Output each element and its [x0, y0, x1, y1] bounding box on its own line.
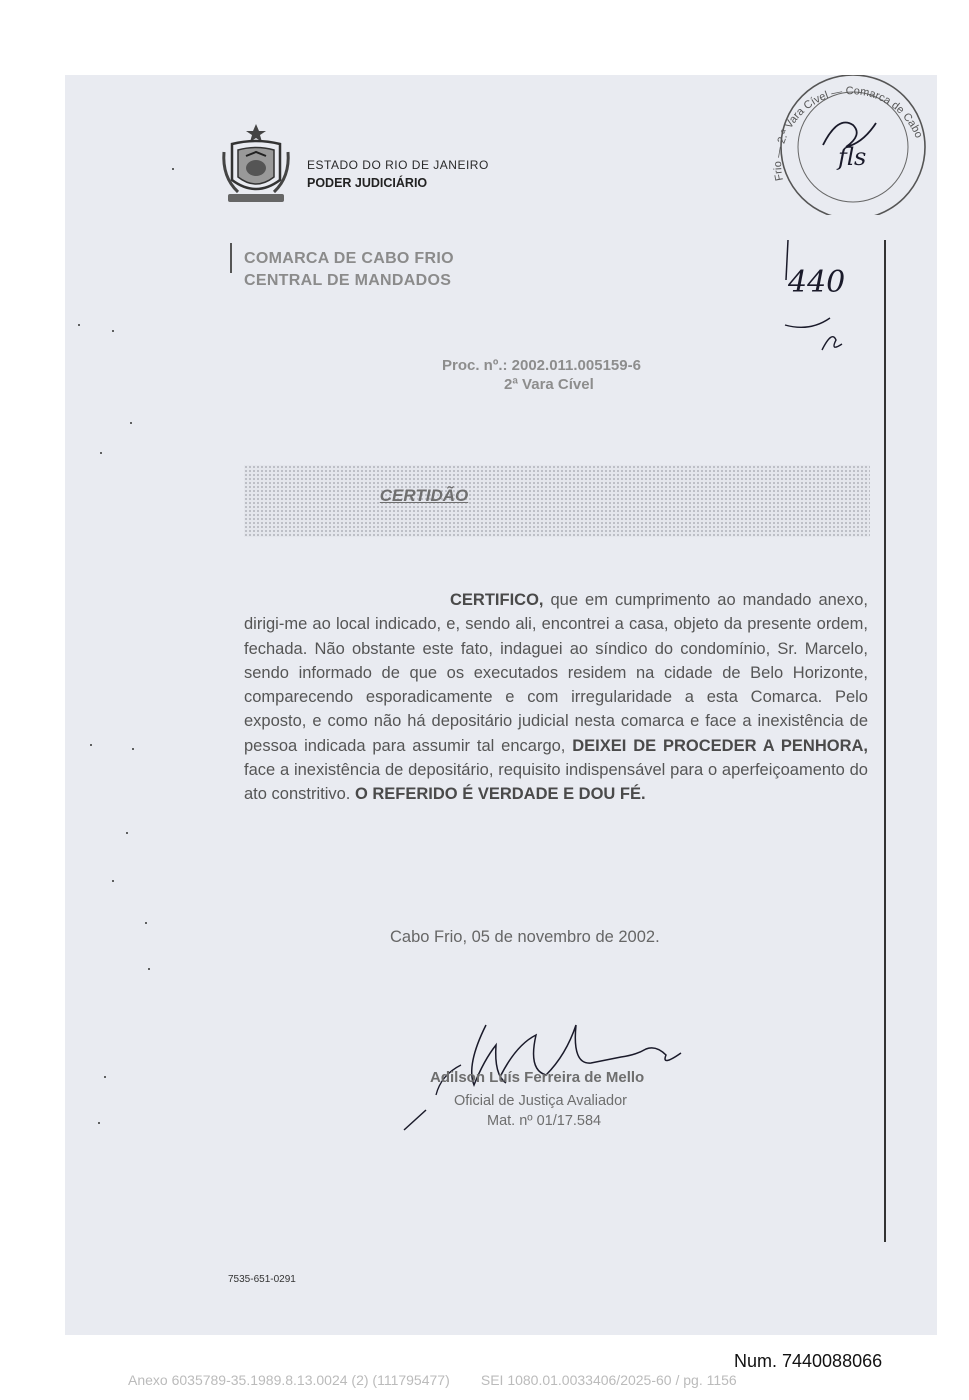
- speck: [104, 1076, 106, 1078]
- certify-word: CERTIFICO,: [450, 591, 544, 609]
- border-line: [230, 243, 232, 273]
- body-text-part: que em cumprimento ao mandado anexo, dirigi-me ao local indicado, e, sendo ali, encontrei a casa, objeto da presente ordem, fechada. Não obstante este fato, indaguei ao síndico do condomínio, Sr. Marcelo, sendo informado de que os executados residem na cidade de Belo Horizonte, comparecendo esporadicamente e com irregularidade a esta Comarca. Pelo exposto, e como não há depositário judicial nesta comarca e face a inexistência de pessoa indicada para assumir tal encargo,: [244, 591, 868, 755]
- speck: [112, 330, 114, 332]
- speck: [98, 1122, 100, 1124]
- speck: [148, 968, 150, 970]
- speck: [145, 922, 147, 924]
- speck: [132, 748, 134, 750]
- speck: [172, 168, 174, 170]
- date-line: Cabo Frio, 05 de novembro de 2002.: [390, 928, 660, 946]
- speck: [126, 832, 128, 834]
- speck: [112, 880, 114, 882]
- folio-number: [780, 240, 880, 360]
- office-heading: [244, 248, 454, 292]
- border-line: [884, 240, 886, 1242]
- certificate-body: [244, 588, 868, 807]
- decision-text: DEIXEI DE PROCEDER A PENHORA,: [572, 736, 868, 755]
- speck: [100, 452, 102, 454]
- form-code: 7535-651-0291: [228, 1274, 296, 1285]
- speck: [90, 744, 92, 746]
- court-stamp: [768, 75, 937, 215]
- signatory-role: Oficial de Justiça Avaliador: [454, 1093, 628, 1109]
- court-name: 2ª Vara Cível: [504, 376, 594, 393]
- signatory-name: Adilson Luís Ferreira de Mello: [430, 1069, 645, 1086]
- process-number: Proc. nº.: 2002.011.005159-6: [442, 357, 641, 374]
- speck: [78, 324, 80, 326]
- page-title: CERTIDÃO: [379, 486, 469, 505]
- office-line-2: CENTRAL DE MANDADOS: [244, 272, 452, 289]
- speck: [130, 422, 132, 424]
- power-name: PODER JUDICIÁRIO: [307, 176, 428, 190]
- stamp-handwritten: fls: [838, 143, 867, 171]
- office-line-1: COMARCA DE CABO FRIO: [244, 250, 454, 267]
- stamp-text: Frio — 2.ª Vara Cível — Comarca de Cabo: [772, 85, 925, 182]
- coat-of-arms-icon: [220, 122, 292, 212]
- document-number: Num. 7440088066: [734, 1351, 883, 1371]
- state-name: ESTADO DO RIO DE JANEIRO: [307, 158, 489, 172]
- folio-value: 440: [788, 265, 846, 300]
- closing-formula: O REFERIDO É VERDADE E DOU FÉ.: [354, 785, 646, 804]
- signatory-registration: Mat. nº 01/17.584: [487, 1113, 602, 1129]
- body-text-part: face a inexistência de depositário, requisito indispensável para o aperfeiçoamento do ato constritivo.: [244, 761, 868, 804]
- footer-reference: Anexo 6035789-35.1989.8.13.0024 (2) (111795477) SEI 1080.01.0033406/2025-60 / pg. 1156: [128, 1372, 737, 1388]
